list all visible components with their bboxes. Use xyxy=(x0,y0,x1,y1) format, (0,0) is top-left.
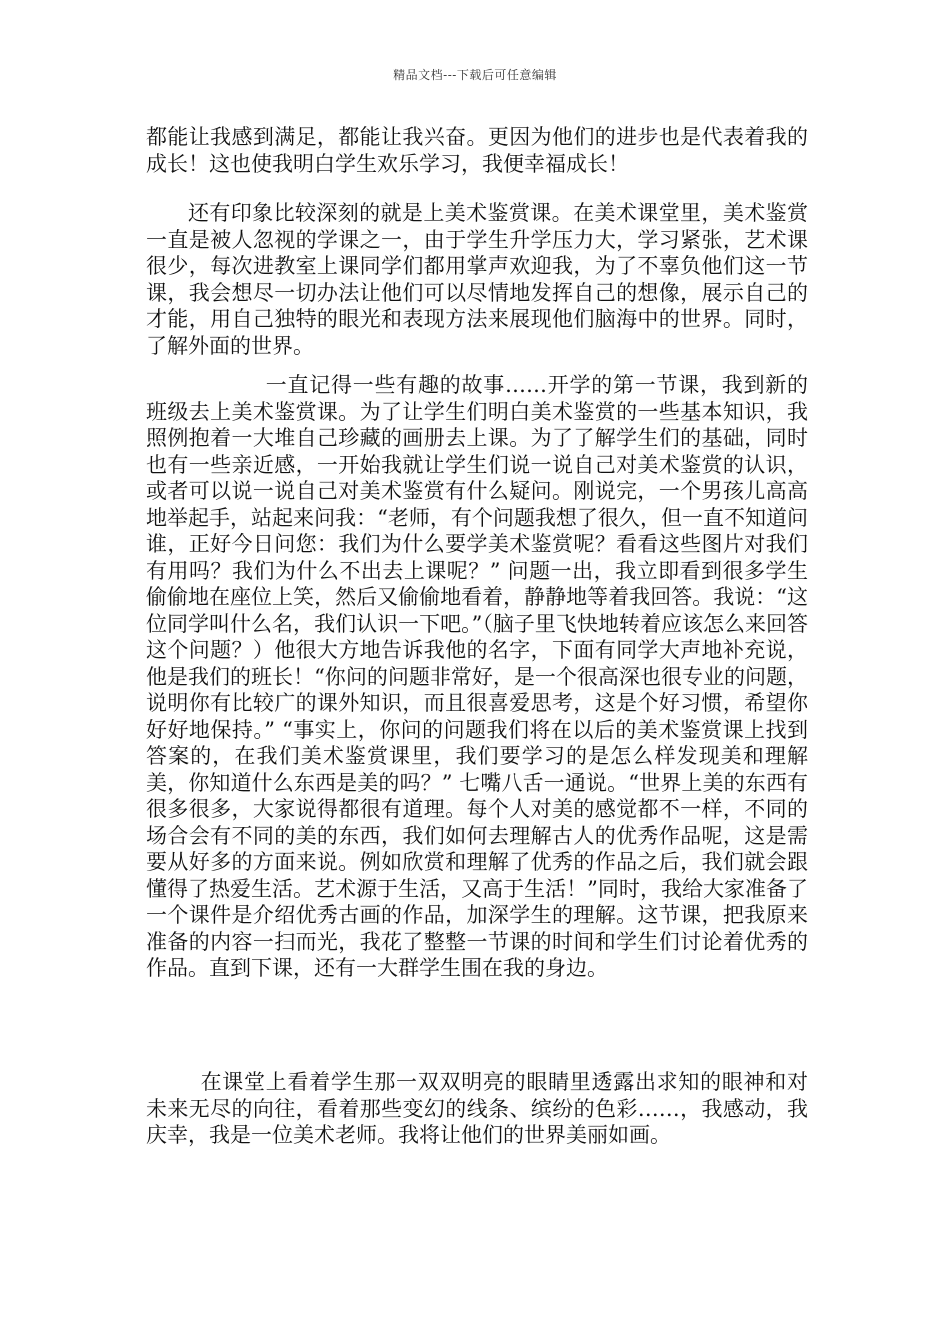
paragraph-3: 一直记得一些有趣的故事……开学的第一节课，我到新的班级去上美术鉴赏课。为了让学生们明白美术鉴赏的一些基本知识，我照例抱着一大堆自己珍藏的画册去上课。为了了解学生们的基础，同时也有一些亲近感，一开始我就让学生们说一说自己对美术鉴赏的认识，或者可以说一说自己对美术鉴赏有什么疑问。刚说完，一个男孩儿高高地举起手，站起来问我：“老师，有个问题我想了很久，但一直不知道问谁，正好今日问您：我们为什么要学美术鉴赏呢？看看这些图片对我们有用吗？我们为什么不出去上课呢？” 问题一出，我立即看到很多学生偷偷地在座位上笑，然后又偷偷地看着，静静地等着我回答。我说：“这位同学叫什么名，我们认识一下吧。”（脑子里飞快地转着应该怎么来回答这个问题？）他很大方地告诉我他的名字，下面有同学大声地补充说，他是我们的班长！“你问的问题非常好，是一个很高深也很专业的问题，说明你有比较广的课外知识，而且很喜爱思考，这是个好习惯，希望你好好地保持。” “事实上，你问的问题我们将在以后的美术鉴赏课上找到答案的，在我们美术鉴赏课里，我们要学习的是怎么样发现美和理解美，你知道什么东西是美的吗？” 七嘴八舌一通说。“世界上美的东西有很多很多，大家说得都很有道理。每个人对美的感觉都不一样，不同的场合会有不同的美的东西，我们如何去理解古人的优秀作品呢，这是需要从好多的方面来说。例如欣赏和理解了优秀的作品之后，我们就会跟懂得了热爱生活。艺术源于生活，又高于生活！”同时，我给大家准备了一个课件是介绍优秀古画的作品，加深学生的理解。这节课，把我原来准备的内容一扫而光，我花了整整一节课的时间和学生们讨论着优秀的作品。直到下课，还有一大群学生围在我的身边。 xyxy=(146,373,808,980)
paragraph-2: 还有印象比较深刻的就是上美术鉴赏课。在美术课堂里，美术鉴赏一直是被人忽视的学课之一，由于学生升学压力大，学习紧张，艺术课很少，每次进教室上课同学们都用掌声欢迎我，为了不辜负他们这一节课，我会想尽一切办法让他们可以尽情地发挥自己的想像，展示自己的才能，用自己独特的眼光和表现方法来展现他们脑海中的世界。同时，了解外面的世界。 xyxy=(146,201,808,358)
page-header: 精品文档---下载后可任意编辑 xyxy=(393,68,557,82)
paragraph-1: 都能让我感到满足，都能让我兴奋。更因为他们的进步也是代表着我的成长！这也使我明白学生欢乐学习，我便幸福成长！ xyxy=(146,125,808,176)
paragraph-4: 在课堂上看着学生那一双双明亮的眼睛里透露出求知的眼神和对未来无尽的向往，看着那些变幻的线条、缤纷的色彩……，我感动，我庆幸，我是一位美术老师。我将让他们的世界美丽如画。 xyxy=(146,1070,808,1147)
